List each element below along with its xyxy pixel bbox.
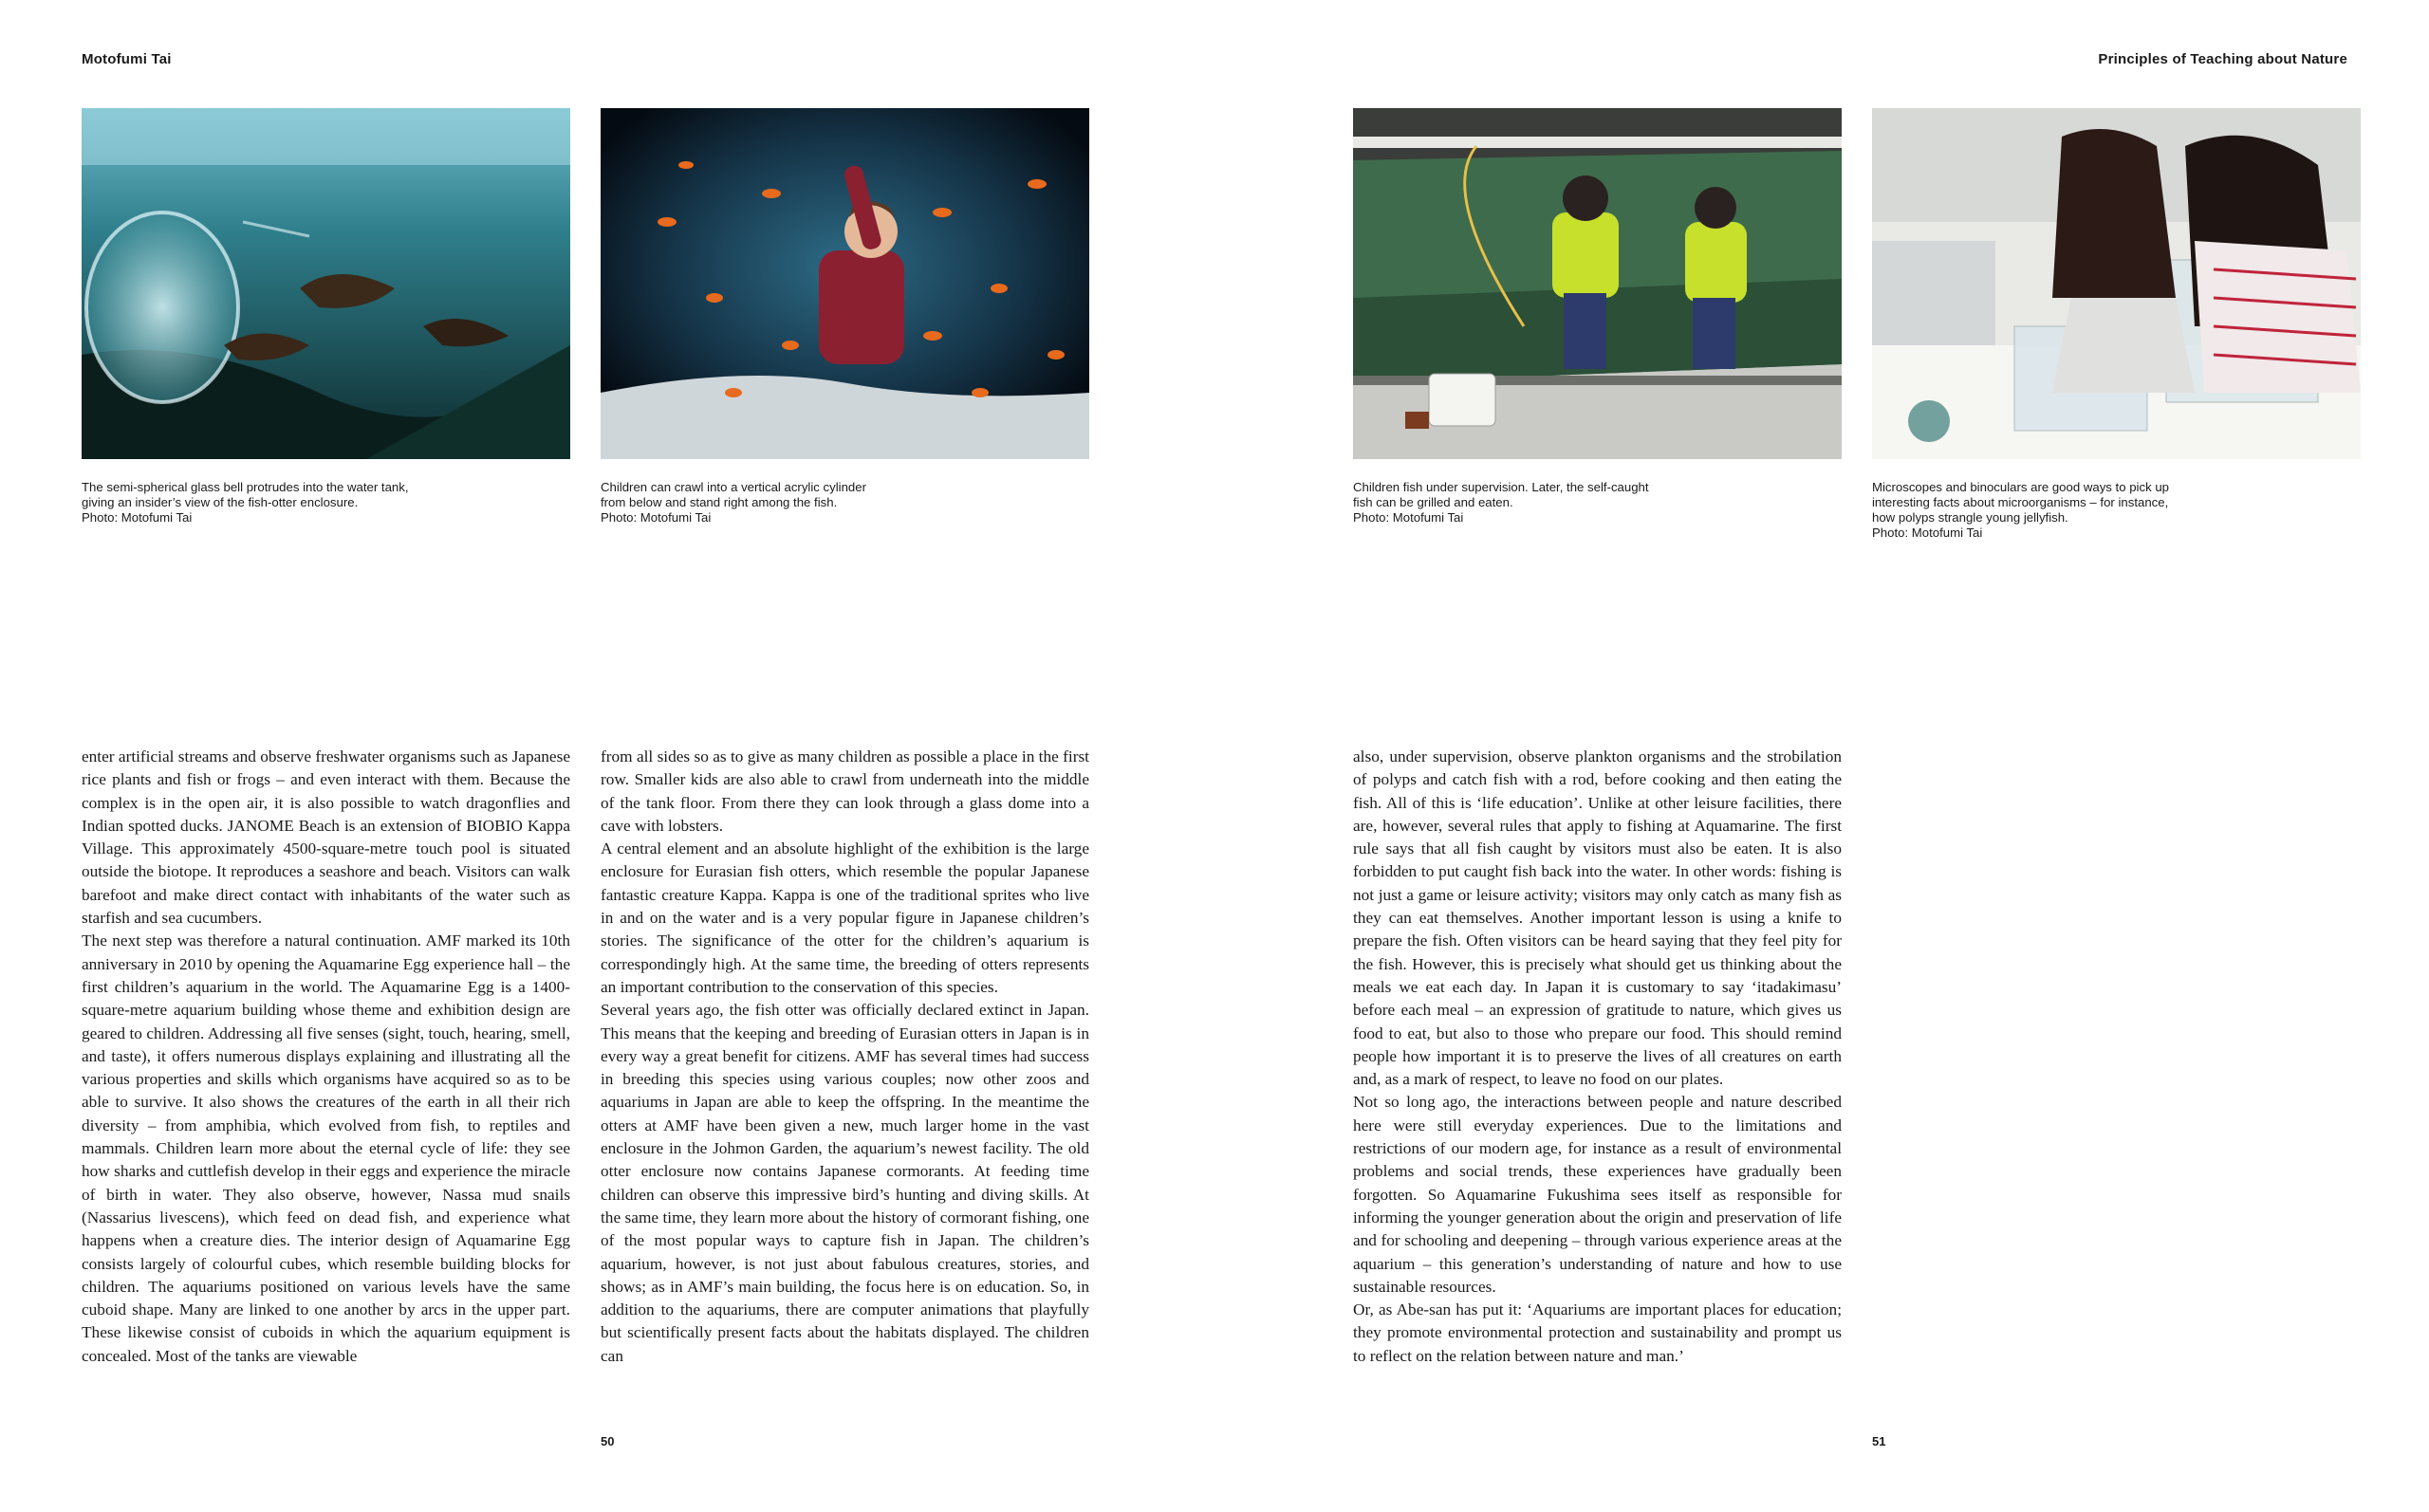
caption-line: Microscopes and binoculars are good ways to pick up (1872, 480, 2170, 494)
caption-line: from below and stand right among the fish. (601, 495, 838, 509)
photo-child-in-fish-cylinder (601, 108, 1089, 459)
caption-line: Children can crawl into a vertical acrylic cylinder (601, 480, 866, 494)
running-head-author: Motofumi Tai (82, 51, 172, 67)
paragraph: The next step was therefore a natural continuation. AMF marked its 10th anniversary in 2010 by opening the Aquamarine Egg experience hall – the first children’s aquarium in the world. The Aquamarine Egg is a 1400-square-metre aquarium building whose theme and exhibition design are geared to children. Addressing all five senses (sight, touch, hearing, smell, and taste), it offers numerous displays explaining and illustrating all the various properties and skills which organisms have acquired so as to be able to survive. It also shows the creatures of the earth in all their rich diversity – from amphibia, which evolved from fish, to reptiles and mammals. Children learn more about the eternal cycle of life: they see how sharks and cuttlefish develop in their eggs and experience the miracle of birth in water. They also observe, however, Nassa mud snails (Nassarius livescens), which feed on dead fish, and experience what happens when a creature dies. The interior design of Aquamarine Egg consists largely of colourful cubes, which resemble building blocks for children. The aquariums positioned on various levels have the same cuboid shape. Many are linked to one another by arcs in the upper part. These likewise consist of cuboids in which the aquarium equipment is concealed. Most of the tanks are viewable (82, 931, 570, 1365)
caption-credit: Photo: Motofumi Tai (601, 510, 712, 525)
text-column-left-1 (82, 746, 570, 1368)
paragraph: also, under supervision, observe plankton organisms and the strobilation of polyps and catch fish with a rod, before cooking and then eating the fish. All of this is ‘life education’. Unlike at other leisure facilities, there are, however, several rules that apply to fishing at Aquamarine. The first rule says that all fish caught by visitors must also be eaten. It is also forbidden to put caught fish back into the water. In other words: fishing is not just a game or leisure activity; visitors may only catch as many fish as they can eat themselves. Another important lesson is using a knife to prepare the fish. Often visitors can be heard saying that they feel pity for the fish. However, this is precisely what should get us thinking about the meals we eat each day. In Japan it is customary to say ‘itadakimasu’ before each meal – an expression of gratitude to nature, which gives us food to eat, but also to those who prepare our food. This should remind people how important it is to preserve the lives of all creatures on earth and, as a mark of respect, to leave no food on our plates. (1353, 747, 1842, 1089)
photo-children-fishing (1353, 108, 1842, 459)
paragraph: Several years ago, the fish otter was officially declared extinct in Japan. This means that the keeping and breeding of Eurasian otters in Japan is in every way a great benefit for citizens. AMF has several times had success in breeding this species using various couples; now other zoos and aquariums in Japan are able to keep the offspring. In the meantime the otters at AMF have been given a new, much larger home in the vast enclosure in the Johmon Garden, the aquarium’s newest facility. The old otter enclosure now contains Japanese cormorants. At feeding time children can observe this impressive bird’s hunting and diving skills. At the same time, they learn more about the history of cormorant fishing, one of the most popular ways to capture fish in Japan. The children’s aquarium, however, is not just about fabulous creatures, stories, and shows; as in AMF’s main building, the focus here is on education. So, in addition to the aquariums, there are computer animations that playfully but scientifically present facts about the habitats displayed. The children can (601, 1001, 1089, 1365)
caption-line: fish can be grilled and eaten. (1353, 495, 1513, 509)
caption-photo-3 (1353, 480, 1752, 526)
caption-line: interesting facts about microorganisms – for instance, (1872, 495, 2169, 509)
text-column-left-2 (601, 746, 1089, 1368)
caption-line: The semi-spherical glass bell protrudes into the water tank, (82, 480, 409, 494)
paragraph: from all sides so as to give as many children as possible a place in the first row. Smaller kids are also able to crawl from underneath into the middle of the tank floor. From there they can look through a glass dome into a cave with lobsters. (601, 747, 1089, 835)
caption-line: how polyps strangle young jellyfish. (1872, 510, 2068, 525)
caption-photo-2 (601, 480, 999, 526)
caption-credit: Photo: Motofumi Tai (1353, 510, 1464, 525)
text-column-right-1 (1353, 746, 1842, 1368)
caption-line: giving an insider’s view of the fish-otter enclosure. (82, 495, 359, 509)
photo-children-microscopes (1872, 108, 2361, 459)
caption-line: Children fish under supervision. Later, the self-caught (1353, 480, 1649, 494)
paragraph: enter artificial streams and observe freshwater organisms such as Japanese rice plants and fish or frogs – and even interact with them. Because the complex is in the open air, it is also possible to watch dragonflies and Indian spotted ducks. JANOME Beach is an extension of BIOBIO Kappa Village. This approximately 4500-square-metre touch pool is situated outside the biotope. It reproduces a seashore and beach. Visitors can walk barefoot and make direct contact with inhabitants of the water such as starfish and sea cucumbers. (82, 747, 570, 928)
page-number: 51 (1872, 1434, 1886, 1448)
right-page (1214, 0, 2429, 1512)
caption-photo-1 (82, 480, 480, 526)
paragraph: Or, as Abe-san has put it: ‘Aquariums are important places for education; they promote environmental protection and sustainability and prompt us to reflect on the relation between nature and man.’ (1353, 1300, 1842, 1365)
left-page (0, 0, 1214, 1512)
paragraph: Not so long ago, the interactions between people and nature described here were still everyday experiences. Due to the limitations and restrictions of our modern age, for instance as a result of environmental problems and social trends, these experiences have gradually been forgotten. So Aquamarine Fukushima sees itself as responsible for informing the younger generation about the origin and preservation of life and for schooling and deepening – through various experience areas at the aquarium – this generation’s understanding of nature and how to use sustainable resources. (1353, 1093, 1842, 1296)
caption-credit: Photo: Motofumi Tai (82, 510, 193, 525)
paragraph: A central element and an absolute highlight of the exhibition is the large enclosure for Eurasian fish otters, which resemble the popular Japanese fantastic creature Kappa. Kappa is one of the traditional sprites who live in and on the water and is a very popular figure in Japanese children’s stories. The significance of the otter for the children’s aquarium is correspondingly high. At the same time, the breeding of otters represents an important contribution to the conservation of this species. (601, 839, 1089, 996)
caption-credit: Photo: Motofumi Tai (1872, 526, 1983, 540)
page-number: 50 (601, 1434, 615, 1448)
caption-photo-4 (1872, 480, 2271, 541)
running-head-title: Principles of Teaching about Nature (2098, 51, 2347, 67)
photo-otter-glass-bell (82, 108, 570, 459)
